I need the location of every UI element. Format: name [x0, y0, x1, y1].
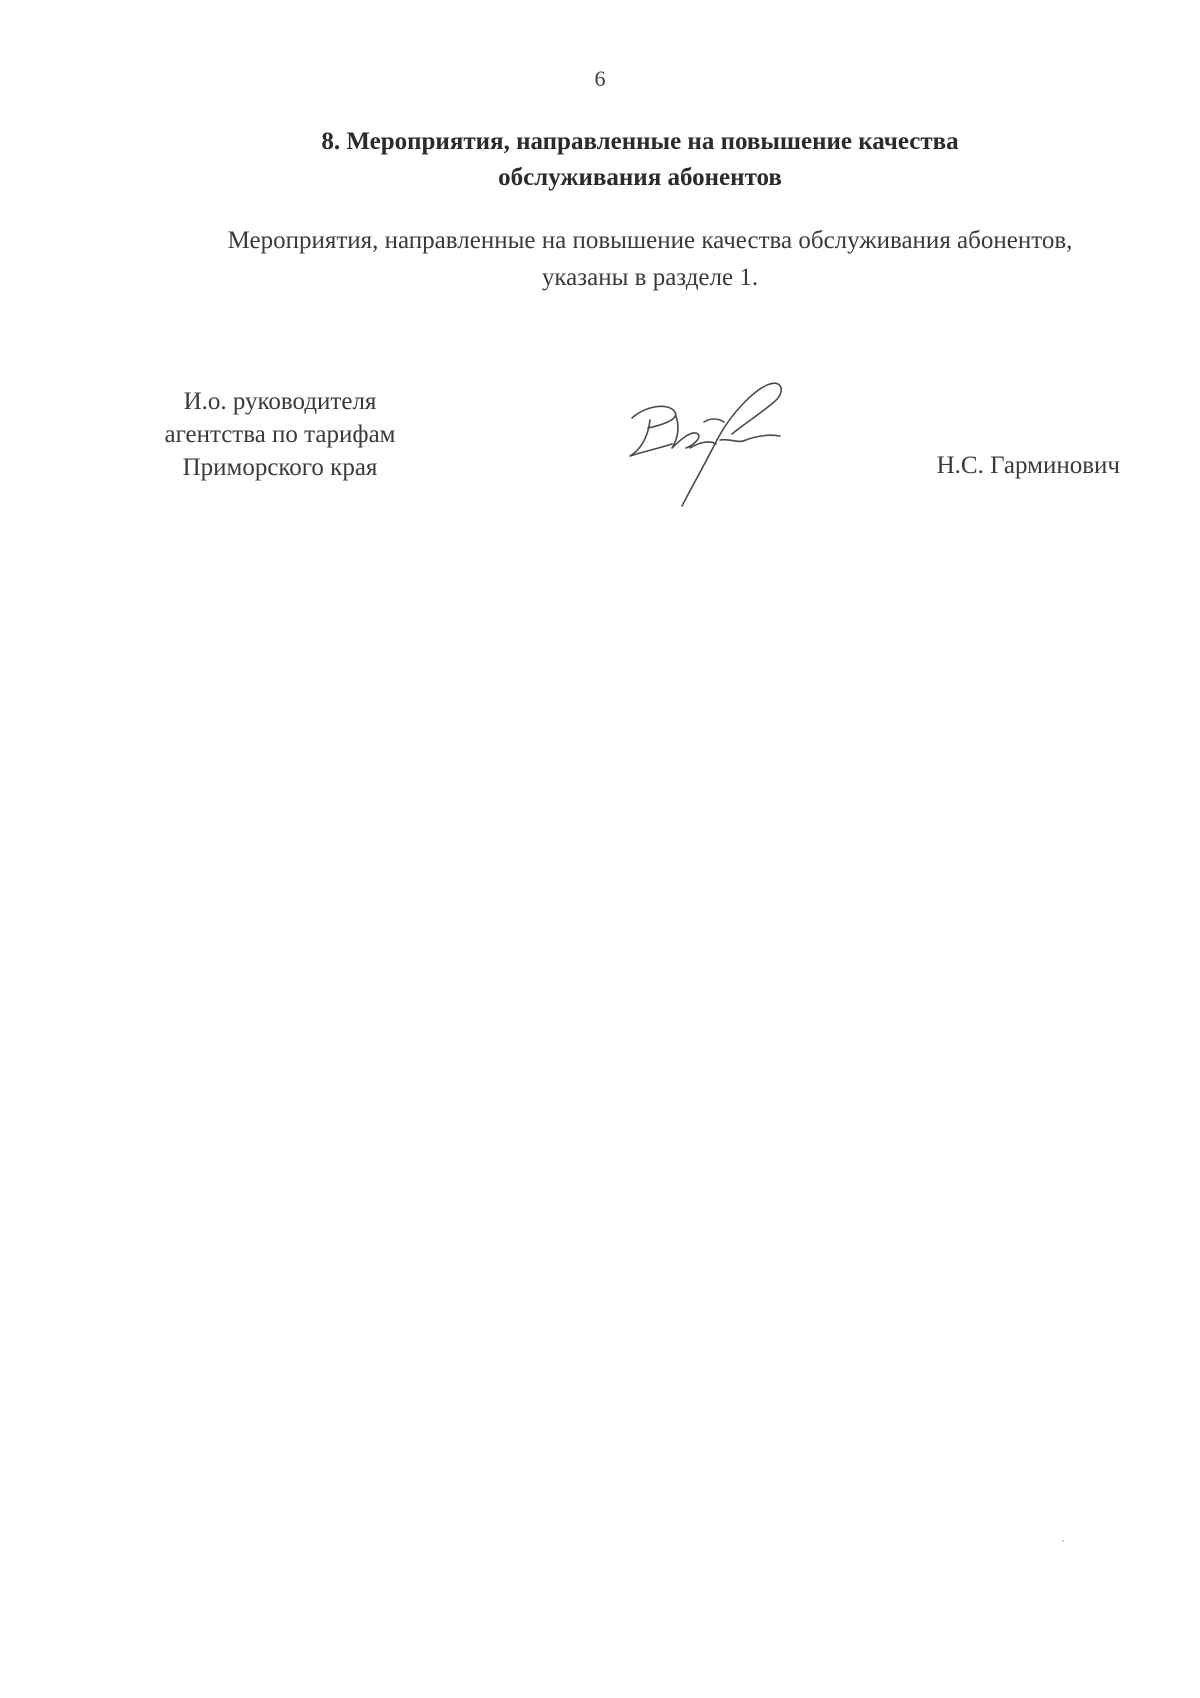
- section-body-text: [120, 222, 1180, 296]
- signer-position: [120, 385, 440, 484]
- section-body-line: указаны в разделе 1.: [541, 264, 759, 291]
- signer-position-line: И.о. руководителя: [183, 388, 377, 415]
- signer-name: Н.С. Гарминович: [936, 452, 1120, 479]
- signer-position-line: Приморского края: [182, 454, 378, 481]
- section-heading-line: обслуживания абонентов: [498, 164, 782, 191]
- handwritten-signature: [620, 378, 820, 528]
- signer-position-line: агентства по тарифам: [164, 421, 396, 448]
- scan-speck: [1062, 1540, 1064, 1542]
- section-heading-line: 8. Мероприятия, направленные на повышение качества: [321, 128, 959, 155]
- page-number: 6: [594, 66, 606, 91]
- section-heading: [150, 124, 1130, 196]
- section-body-line: Мероприятия, направленные на повышение качества обслуживания абонентов,: [227, 227, 1073, 254]
